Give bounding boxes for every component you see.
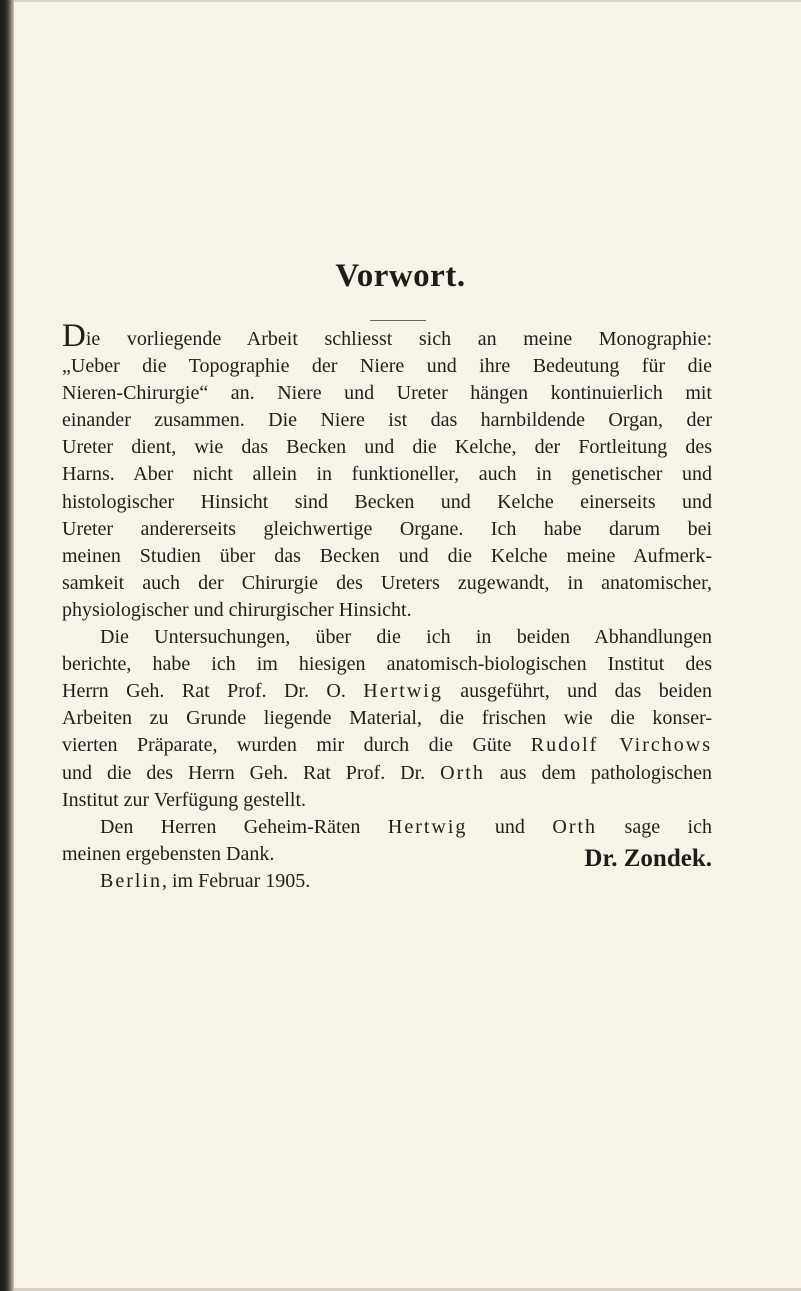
paragraph-1	[62, 318, 712, 624]
text-line: Herrn Geh. Rat Prof. Dr. O. Hertwig ausgeführt, und das beiden	[62, 680, 713, 703]
text-line: Ureter andererseits gleichwertige Organe. Ich habe darum bei	[62, 517, 712, 540]
title-divider	[370, 320, 426, 321]
paragraph-2	[62, 624, 712, 814]
text-line: Nieren-Chirurgie“ an. Niere und Ureter hängen kontinuierlich mit	[62, 382, 712, 405]
text-line: Ureter dient, wie das Becken und die Kelche, der Fortleitung des	[62, 436, 712, 459]
text-line: Institut zur Verfügung gestellt.	[62, 788, 307, 811]
text-line: und die des Herrn Geh. Rat Prof. Dr. Orth aus dem pathologischen	[62, 761, 712, 784]
page-top-edge	[14, 0, 801, 2]
preface-body	[62, 318, 713, 895]
text-line: „Ueber die Topographie der Niere und ihre Bedeutung für die	[62, 355, 712, 378]
text-line: meinen Studien über das Becken und die Kelche meine Aufmerk-	[62, 544, 712, 567]
person-name: Hertwig	[387, 815, 468, 838]
text-line: einander zusammen. Die Niere ist das harnbildende Organ, der	[62, 409, 712, 432]
text-line: berichte, habe ich im hiesigen anatomisch-biologischen Institut des	[62, 653, 712, 676]
text-line: Harns. Aber nicht allein in funktioneller, auch in genetischer und	[62, 463, 712, 486]
place-name: Berlin	[100, 869, 162, 892]
person-name: Rudolf Virchows	[530, 734, 712, 757]
text-line: samkeit auch der Chirurgie des Ureters zugewandt, in anatomischer,	[62, 571, 712, 594]
person-name: Orth	[440, 761, 485, 784]
text-line: histologischer Hinsicht sind Becken und Kelche einerseits und	[62, 490, 712, 513]
drop-cap: D	[62, 318, 86, 354]
text-line: physiologischer und chirurgischer Hinsicht.	[62, 598, 412, 621]
person-name: Hertwig	[363, 680, 443, 703]
text-line: Die vorliegende Arbeit schliesst sich an meine Monographie:	[62, 318, 712, 354]
author-signature: Dr. Zondek.	[584, 845, 712, 872]
text-line: vierten Präparate, wurden mir durch die Güte Rudolf Virchows	[62, 734, 712, 757]
text-line: Die Untersuchungen, über die ich in beiden Abhandlungen	[100, 626, 712, 649]
text-line: meinen ergebensten Dank.	[62, 842, 275, 865]
text-line: Den Herren Geheim-Räten Hertwig und Orth sage ich	[100, 815, 712, 838]
book-binding-edge	[0, 0, 14, 1291]
page-title: Vorwort.	[335, 258, 466, 294]
text-line: Arbeiten zu Grunde liegende Material, die frischen wie die konser-	[62, 707, 712, 730]
text-line: Berlin, im Februar 1905.	[100, 869, 311, 892]
person-name: Orth	[552, 815, 598, 838]
